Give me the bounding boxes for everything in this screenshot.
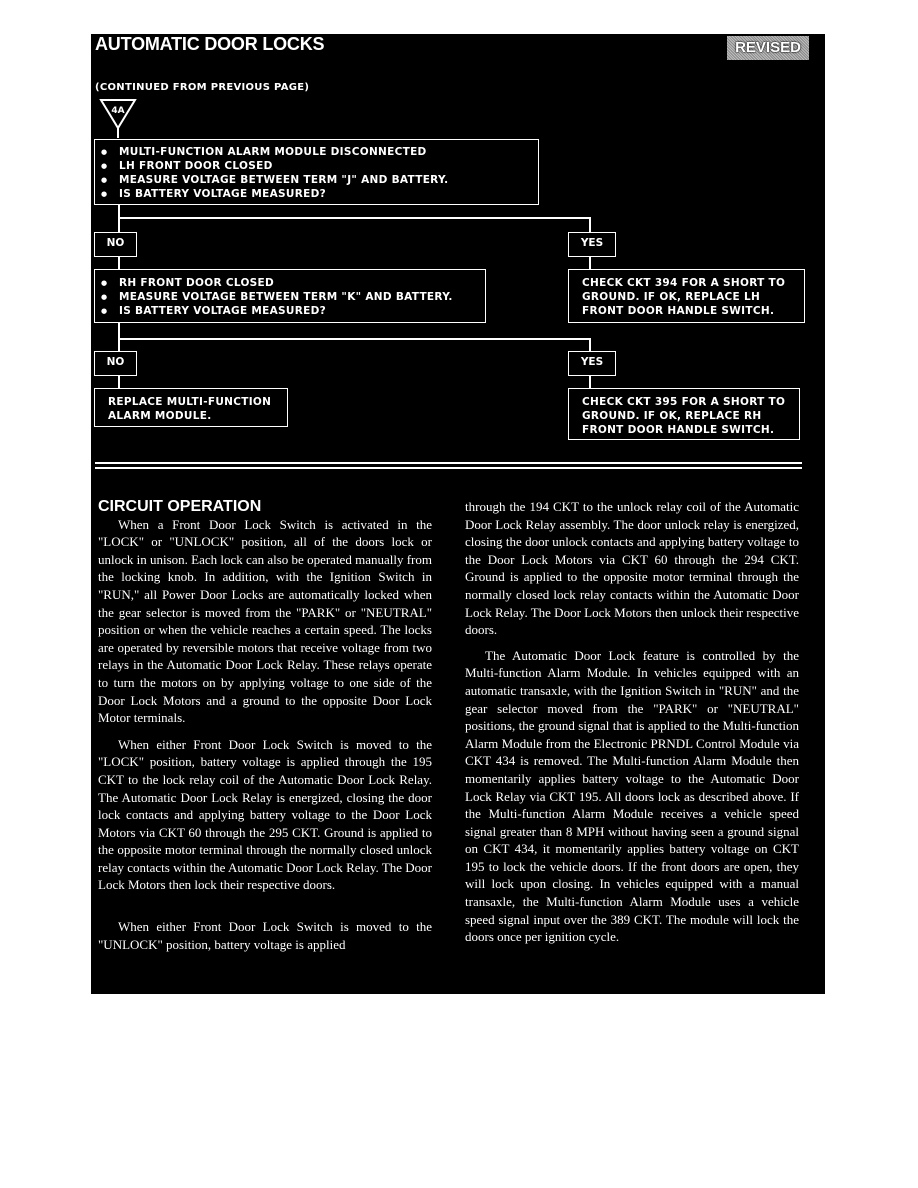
body-paragraph: When either Front Door Lock Switch is moved to the "UNLOCK" position, battery voltage is applied (98, 919, 432, 952)
step1-item: ● MULTI-FUNCTION ALARM MODULE DISCONNECTED (95, 145, 534, 159)
yes-label: YES (568, 232, 616, 257)
body-paragraph: The Automatic Door Lock feature is controlled by the Multi-function Alarm Module. In vehicles equipped with an automatic transaxle, with the Ignition Switch in "RUN" and the gear selector moved from the "PARK" or "NEUTRAL" positions, the ground signal that is applied to the Multi-function Alarm Module from the Electronic PRNDL Control Module via CKT 434 is removed. The Multi-function Alarm Module then momentarily applies battery voltage to the Automatic Door Lock Relay via CKT 195. All doors lock as described above. If the Multi-function Alarm Module receives a vehicle speed signal greater than 8 MPH without having seen a ground signal on CKT 434, it momentarily applies battery voltage on CKT 195 to lock the vehicle doors. If the front doors are open, they will lock upon closing. In vehicles equipped with a manual transaxle, the Multi-function Alarm Module uses a vehicle speed signal input over the 389 CKT. The module will lock the doors once per ignition cycle. (465, 647, 799, 945)
step1-box (94, 139, 539, 205)
yes-label: YES (568, 351, 616, 376)
step1-item: ● MEASURE VOLTAGE BETWEEN TERM "J" AND BATTERY. (95, 173, 534, 187)
connector (118, 323, 120, 351)
section-divider (95, 467, 802, 469)
body-paragraph: through the 194 CKT to the unlock relay coil of the Automatic Door Lock Relay assembly. The door unlock relay is energized, closing the door unlock contacts and applying battery voltage to the Door Lock Motors via CKT 60 through the 294 CKT. Ground is applied to the opposite motor terminal through the normally closed lock relay contacts within the Automatic Door Lock Relay. The Door Lock Motors then unlock their respective doors. (465, 499, 799, 638)
connector (589, 217, 591, 233)
page-title: AUTOMATIC DOOR LOCKS (95, 34, 325, 54)
step2-item: ● IS BATTERY VOLTAGE MEASURED? (95, 304, 481, 318)
connector (118, 338, 591, 340)
no-label: NO (94, 232, 137, 257)
body-paragraph: When a Front Door Lock Switch is activated in the "LOCK" or "UNLOCK" position, all of the doors lock or unlock in unison. Each lock can also be operated manually from the locking knob. In addition, with the Ignition Switch in "RUN," all Power Door Locks are automatically locked when the gear selector is moved from the "PARK" or "NEUTRAL" position or when the vehicle reaches a certain speed. The locks are operated by reversible motors that receive voltage from two relays in the Automatic Door Lock Relay. These relays operate to turn the motors on by applying voltage to one side of the Door Lock Motors and a ground to the opposite Door Lock Motor terminals. (98, 516, 432, 726)
service-manual-page (91, 34, 825, 994)
step-marker-triangle-icon (99, 98, 139, 138)
no2-result-box (94, 388, 288, 427)
no2-result-text: REPLACE MULTI-FUNCTION ALARM MODULE. (108, 396, 272, 422)
circuit-operation-left-column (98, 498, 432, 953)
connector (589, 338, 591, 351)
continued-note: (CONTINUED FROM PREVIOUS PAGE) (95, 82, 310, 93)
no-label: NO (94, 351, 137, 376)
section-heading: CIRCUIT OPERATION (98, 498, 262, 515)
yes2-result-box (568, 388, 800, 440)
revised-badge (727, 36, 809, 60)
body-paragraph: When either Front Door Lock Switch is moved to the "LOCK" position, battery voltage is applied through the 195 CKT to the lock relay coil of the Automatic Door Lock Relay. The Automatic Door Lock Relay is energized, closing the door lock contacts and applying battery voltage to the Door Lock Motors via CKT 60 through the 295 CKT. Ground is applied to the opposite motor terminal through the normally closed unlock relay contacts within the Automatic Door Lock Relay. The Door Lock Motors then lock their respective doors. (98, 736, 432, 893)
connector (118, 205, 120, 233)
section-divider (95, 462, 802, 464)
yes2-result-text: CHECK CKT 395 FOR A SHORT TO GROUND. IF OK, REPLACE RH FRONT DOOR HANDLE SWITCH. (582, 396, 786, 436)
yes1-result-text: CHECK CKT 394 FOR A SHORT TO GROUND. IF OK, REPLACE LH FRONT DOOR HANDLE SWITCH. (582, 277, 786, 317)
yes1-result-box (568, 269, 805, 323)
circuit-operation-right-column (465, 498, 799, 946)
revised-badge-label: REVISED (735, 39, 801, 56)
step1-item: ● LH FRONT DOOR CLOSED (95, 159, 534, 173)
step1-item: ● IS BATTERY VOLTAGE MEASURED? (95, 187, 534, 201)
step2-item: ● RH FRONT DOOR CLOSED (95, 276, 481, 290)
step2-box (94, 269, 486, 323)
step2-item: ● MEASURE VOLTAGE BETWEEN TERM "K" AND BATTERY. (95, 290, 481, 304)
step-marker-label: 4A (111, 106, 125, 116)
connector (118, 217, 591, 219)
